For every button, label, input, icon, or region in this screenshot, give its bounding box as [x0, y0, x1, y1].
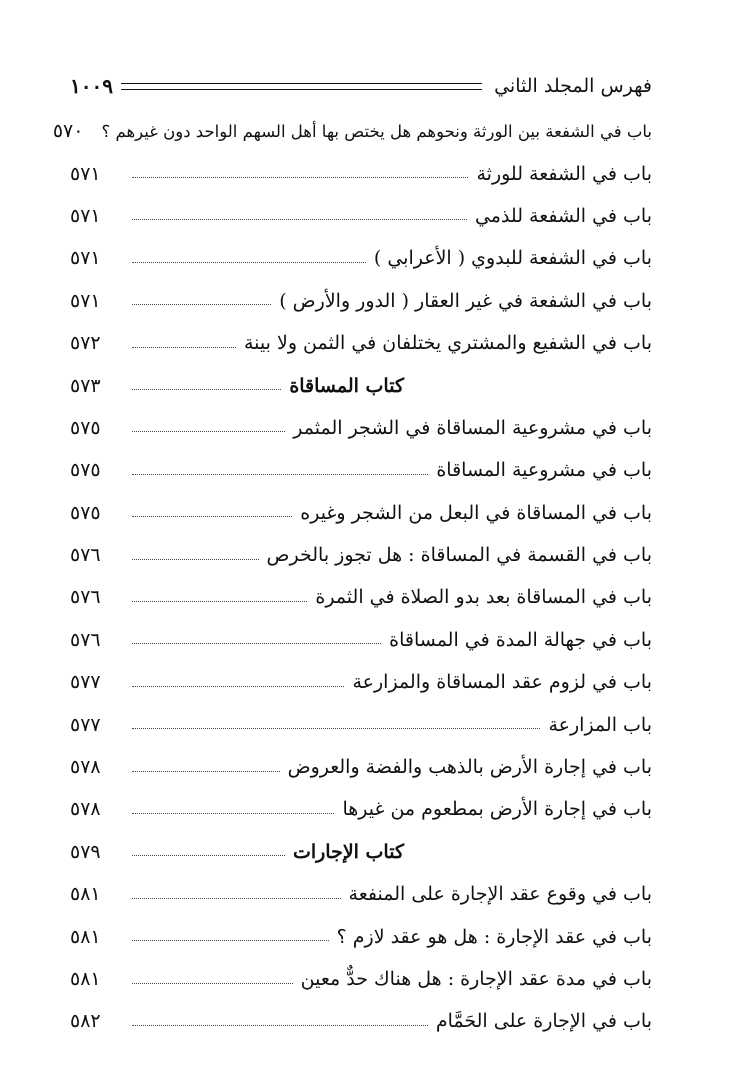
index-entry [70, 873, 652, 915]
leader-dots [132, 983, 293, 984]
entry-title: باب في الإجارة على الحَمَّام [435, 1010, 652, 1033]
leader-dots [132, 389, 281, 390]
leader-dots [132, 516, 292, 517]
leader-dots [132, 347, 236, 348]
header-rule [121, 83, 482, 90]
entry-page-number: ٥٧٢ [70, 332, 101, 355]
entry-page-number: ٥٧٥ [70, 416, 101, 439]
index-entry [70, 1000, 652, 1042]
entry-page-number: ٥٧٣ [70, 374, 101, 397]
leader-dots [132, 855, 285, 856]
entry-title: باب في مدة عقد الإجارة : هل هناك حدٌّ معين [300, 968, 652, 990]
entry-page-number: ٥٧٨ [70, 756, 101, 779]
entry-page-number: ٥٧٥ [70, 459, 101, 482]
entry-title: باب في الشفيع والمشتري يختلفان في الثمن ولا بينة [244, 332, 652, 355]
entry-title: باب في القسمة في المساقاة : هل تجوز بالخرص [266, 544, 652, 567]
leader-dots [132, 728, 540, 729]
index-entry [70, 152, 652, 194]
entry-title: باب في وقوع عقد الإجارة على المنفعة [348, 883, 652, 906]
entry-page-number: ٥٧٦ [70, 544, 101, 567]
index-entry [70, 534, 652, 576]
entry-title: باب في المساقاة في البعل من الشجر وغيره [300, 501, 652, 524]
index-entry [70, 619, 652, 661]
entry-title: باب في مشروعية المساقاة في الشجر المثمر [293, 416, 652, 439]
entry-page-number: ٥٧٠ [52, 120, 84, 143]
leader-dots [132, 940, 329, 941]
entry-page-number: ٥٧١ [70, 247, 101, 270]
entry-page-number: ٥٨١ [70, 968, 101, 990]
entry-title: باب المزارعة [548, 713, 652, 736]
leader-dots [132, 262, 366, 263]
leader-dots [132, 813, 334, 814]
entry-page-number: ٥٨١ [70, 883, 101, 906]
entry-title: باب في جهالة المدة في المساقاة [389, 628, 652, 651]
entry-page-number: ٥٧١ [70, 162, 101, 185]
index-entry [70, 449, 652, 491]
leader-dots [132, 304, 271, 305]
entry-title: باب في الشفعة للبدوي ( الأعرابي ) [373, 247, 652, 270]
leader-dots [132, 771, 280, 772]
book-heading-title: كتاب الإجارات [292, 840, 404, 863]
entry-title: باب في المساقاة بعد بدو الصلاة في الثمرة [315, 586, 652, 609]
index-entry [70, 788, 652, 830]
index-entry [70, 576, 652, 618]
entry-page-number: ٥٧١ [70, 289, 101, 312]
leader-dots [132, 898, 341, 899]
entry-title: باب في الشفعة للورثة [476, 162, 652, 185]
leader-dots [132, 431, 285, 432]
index-entry [70, 661, 652, 703]
book-heading-entry [70, 364, 652, 406]
book-heading-entry [70, 831, 652, 873]
index-entry [70, 746, 652, 788]
index-entry [70, 237, 652, 279]
index-entry [70, 915, 652, 957]
header-page-number: ١٠٠٩ [70, 74, 113, 98]
index-entry [70, 195, 652, 237]
entry-title: باب في الشفعة في غير العقار ( الدور والأرض ) [279, 289, 652, 312]
entry-title: باب في إجارة الأرض بالذهب والفضة والعروض [287, 756, 652, 779]
leader-dots [132, 643, 381, 644]
leader-dots [132, 177, 468, 178]
index-entry [70, 407, 652, 449]
leader-dots [132, 1025, 428, 1026]
index-entry [70, 958, 652, 1000]
index-entry [70, 703, 652, 745]
entry-page-number: ٥٧٨ [70, 798, 101, 821]
index-entry [70, 492, 652, 534]
entry-page-number: ٥٧٧ [70, 671, 101, 694]
entry-page-number: ٥٧٧ [70, 713, 101, 736]
entry-page-number: ٥٧١ [70, 204, 101, 227]
index-entry [70, 280, 652, 322]
entry-title: باب في لزوم عقد المساقاة والمزارعة [352, 671, 652, 694]
entry-title: باب في عقد الإجارة : هل هو عقد لازم ؟ [336, 925, 652, 948]
book-heading-title: كتاب المساقاة [289, 374, 404, 397]
page-header [70, 66, 652, 106]
index-entries [52, 110, 652, 1043]
entry-page-number: ٥٧٦ [70, 628, 101, 651]
leader-dots [132, 219, 467, 220]
entry-page-number: ٥٧٥ [70, 501, 101, 524]
entry-page-number: ٥٧٦ [70, 586, 101, 609]
entry-title: باب في الشفعة بين الورثة ونحوهم هل يختص بها أهل السهم الواحد دون غيرهم ؟ [101, 121, 652, 141]
entry-page-number: ٥٨١ [70, 925, 101, 948]
leader-dots [132, 474, 428, 475]
entry-title: باب في إجارة الأرض بمطعوم من غيرها [342, 798, 652, 821]
index-entry [70, 322, 652, 364]
leader-dots [132, 601, 307, 602]
leader-dots [132, 686, 344, 687]
header-title: فهرس المجلد الثاني [494, 75, 652, 97]
entry-title: باب في مشروعية المساقاة [436, 459, 652, 482]
entry-title: باب في الشفعة للذمي [474, 204, 652, 227]
index-entry [52, 110, 652, 152]
entry-page-number: ٥٧٩ [70, 840, 101, 863]
entry-page-number: ٥٨٢ [70, 1010, 101, 1033]
leader-dots [132, 559, 259, 560]
